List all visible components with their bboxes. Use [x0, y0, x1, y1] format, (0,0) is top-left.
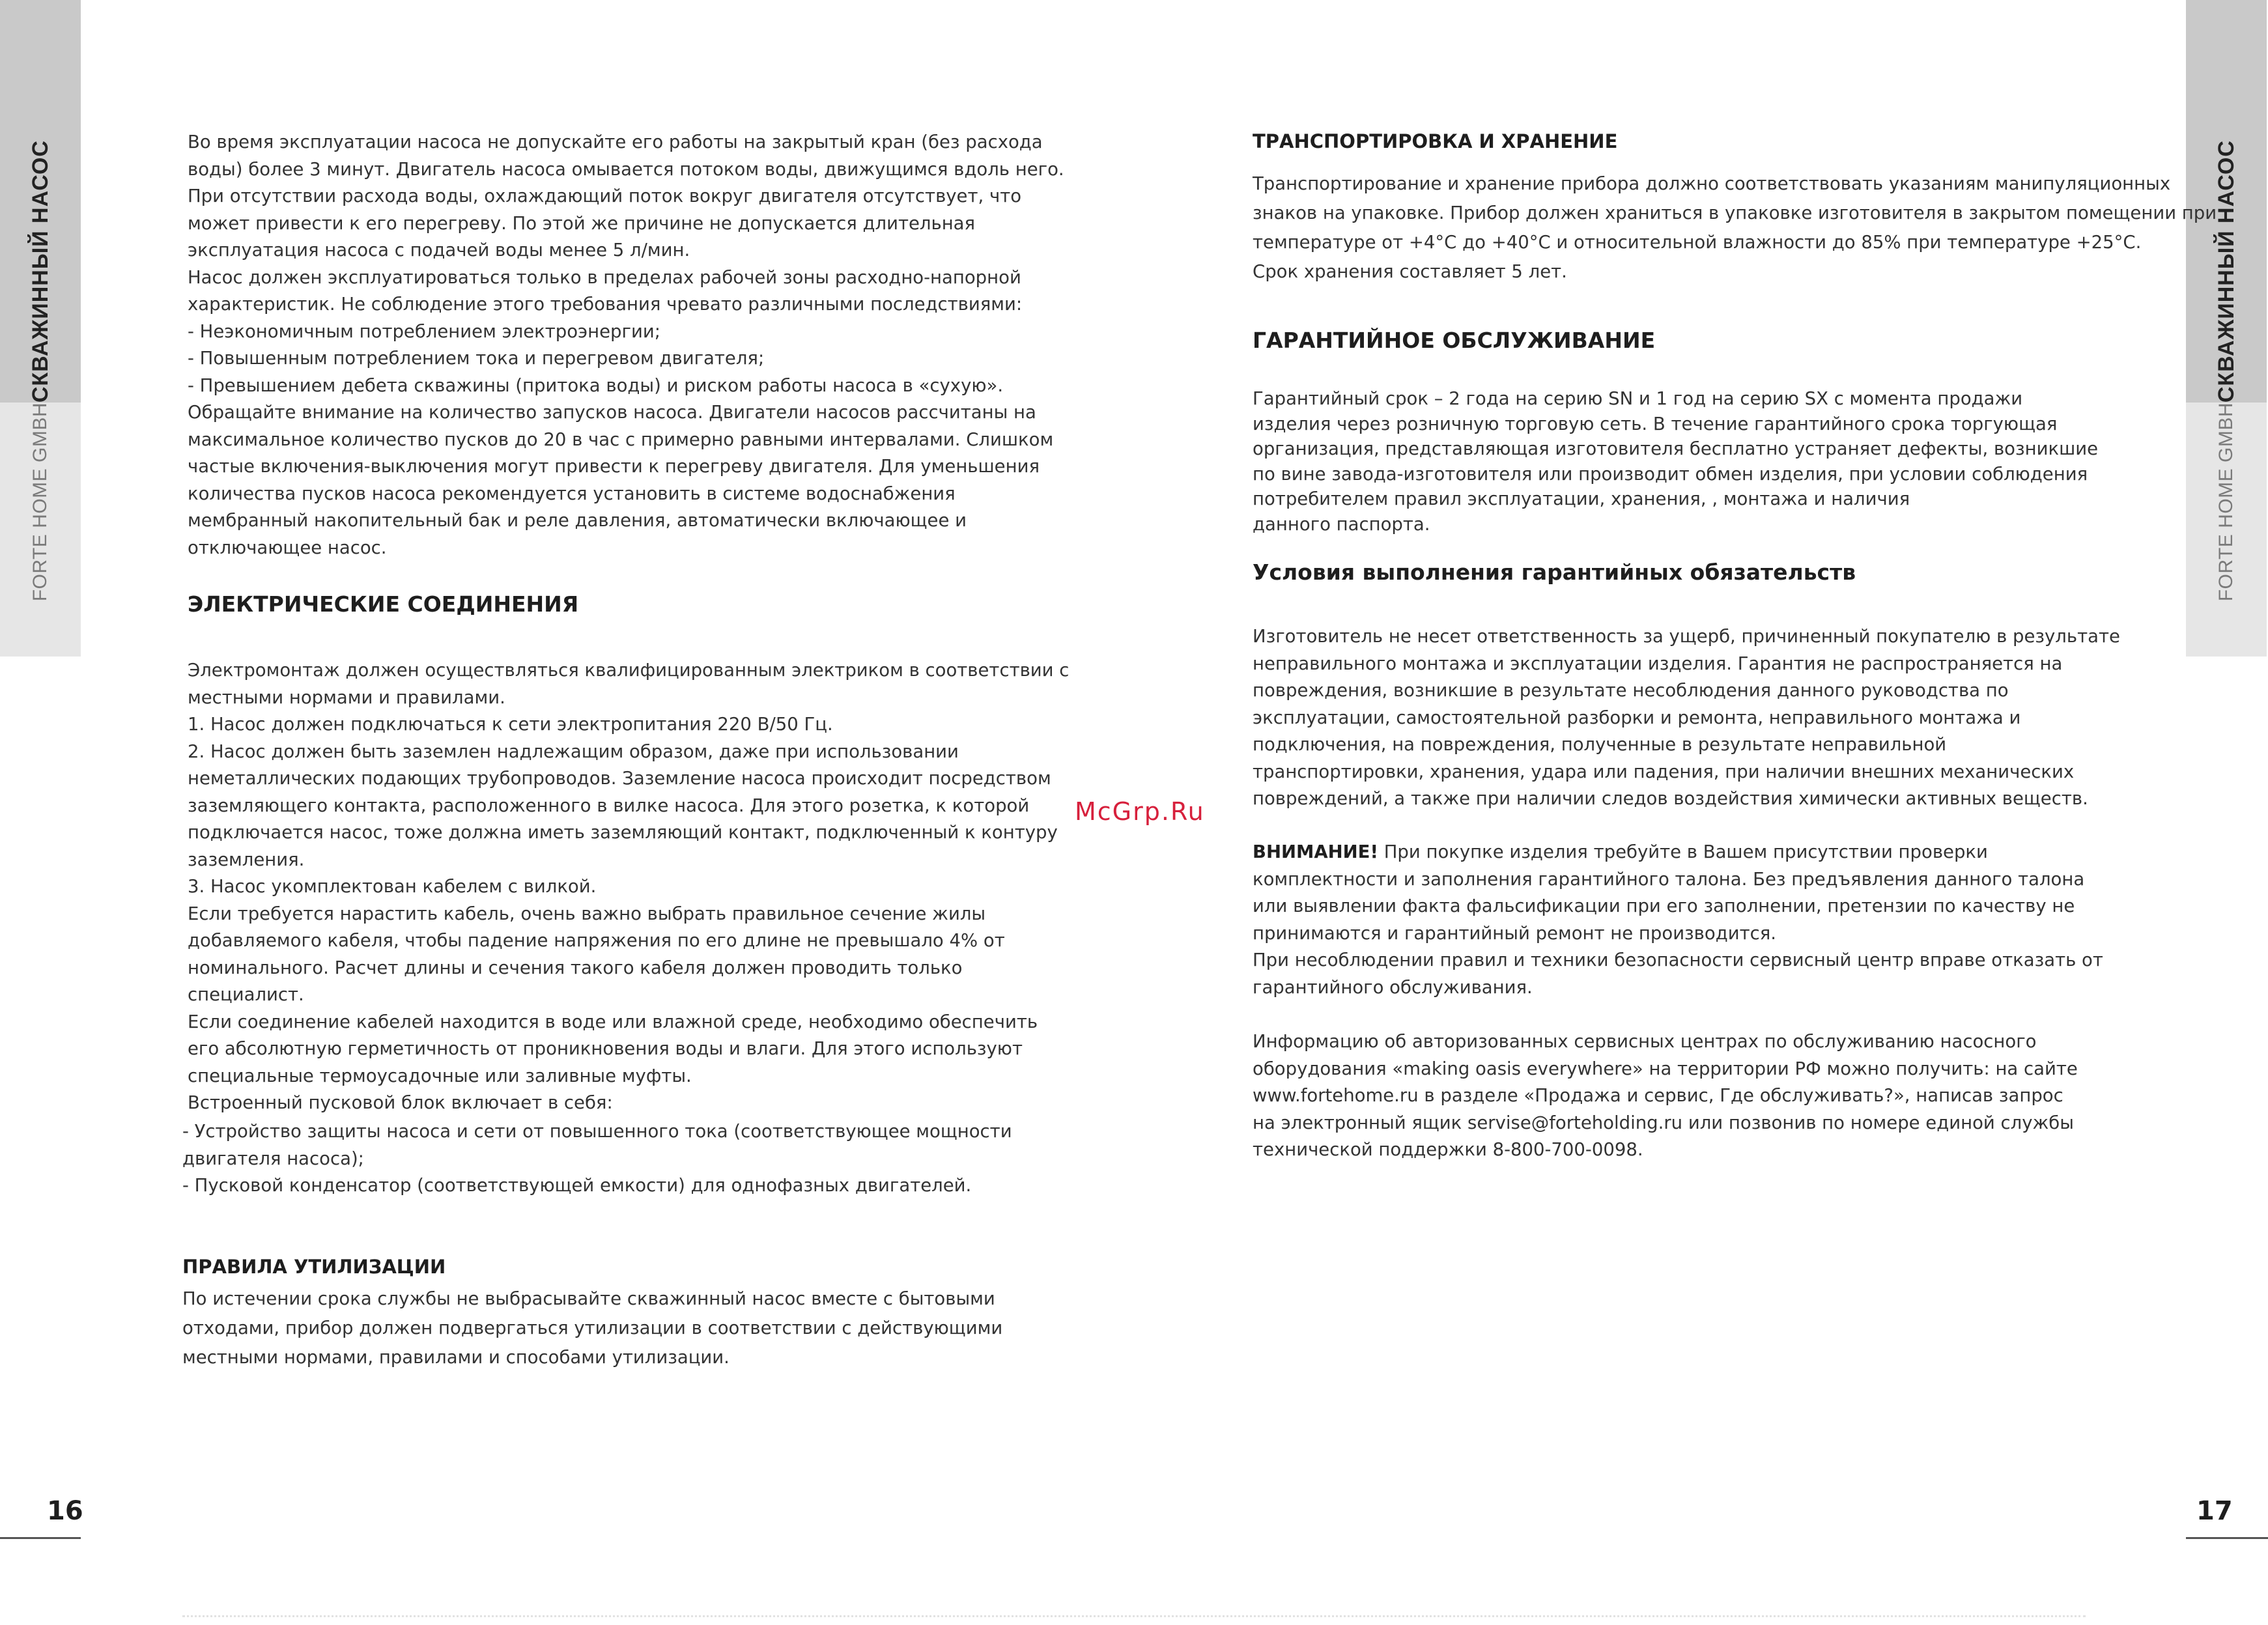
transport-text: Транспортирование и хранение прибора должно соответствовать указаниям манипуляционных знаков на упаковке. Прибор должен храниться в упаковке изготовителя в закрытом помещении при температуре от +4°С до +40°С и относительной влажности до 85% при температуре +25°С. Срок хранения составляет 5 лет. — [1253, 173, 2217, 282]
right-side-title: СКВАЖИННЫЙ НАСОС — [2213, 139, 2239, 403]
attention-text: ВНИМАНИЕ! При покупке изделия требуйте в Вашем присутствии проверки комплектности и заполнения гарантийного талона. Без предъявления данного талона или выявлении факта фальсификации при его заполнении, претензии по качеству не принимаются и гарантийный ремонт не производится. При несоблюдении правил и техники безопасности сервисный центр вправе отказать от гарантийного обслуживания. — [1253, 841, 2103, 998]
warranty-text: Гарантийный срок – 2 года на серию SN и 1 год на серию SX с момента продажи изделия через розничную торговую сеть. В течение гарантийного срока торгующая организация, представляющая изготовителя бесплатно устраняет дефекты, возникшие по вине завода-изготовителя или производит обмен изделия, при условии соблюдения потребителем правил эксплуатации, хранения, , монтажа и наличия данного паспорта. — [1253, 388, 2099, 535]
transport-heading: ТРАНСПОРТИРОВКА И ХРАНЕНИЕ — [1253, 130, 1618, 152]
electrical-heading-wrap — [188, 591, 578, 617]
conditions-heading: Условия выполнения гарантийных обязательств — [1253, 559, 1856, 585]
conditions-text: Изготовитель не несет ответственность за ущерб, причиненный покупателю в результате неправильного монтажа и эксплуатации изделия. Гарантия не распространяется на повреждения, возникшие в результате несоблюдения данного руководства по эксплуатации, самостоятельной разборки и ремонта, неправильного монтажа и подключения, на повреждения, полученные в результате неправильной транспортировки, хранения, удара или падения, при наличии внешних механических повреждений, а также при наличии следов воздействия химически активных веществ. — [1253, 626, 2120, 809]
electrical-block — [188, 657, 1069, 1117]
disposal-block — [182, 1284, 1002, 1372]
watermark: McGrp.Ru — [1075, 797, 1205, 826]
info-text: Информацию об авторизованных сервисных центрах по обслуживанию насосного оборудования «making oasis everywhere» на территории РФ можно получить: на сайте www.fortehome.ru в разделе «Продажа и сервис, Где обслуживать?», написав запрос на электронный ящик servise@forteholding.ru или позвонив по номере единой службы технической поддержки 8-800-700-0098. — [1253, 1031, 2078, 1160]
builtin-block — [182, 1118, 1012, 1200]
left-side-tab-title — [0, 0, 81, 403]
disposal-heading: ПРАВИЛА УТИЛИЗАЦИИ — [182, 1256, 446, 1278]
conditions-heading-wrap — [1253, 559, 1856, 585]
right-side-tab-brand — [2186, 403, 2267, 657]
attention-first-line: При покупке изделия требуйте в Вашем присутствии проверки — [1378, 841, 1988, 862]
electrical-heading: ЭЛЕКТРИЧЕСКИЕ СОЕДИНЕНИЯ — [188, 591, 579, 617]
left-side-brand: FORTE HOME GMBH — [29, 403, 51, 602]
disposal-text: По истечении срока службы не выбрасывайте скважинный насос вместе с бытовыми отходами, прибор должен подвергаться утилизации в соответствии с действующими местными нормами, правилами и способами утилизации. — [182, 1288, 1003, 1368]
left-intro-text: Во время эксплуатации насоса не допускайте его работы на закрытый кран (без расхода воды) более 3 минут. Двигатель насоса омывается потоком воды, движущимся вдоль него. При отсутствии расхода воды, охлаждающий поток вокруг двигателя отсутствует, что может привести к его перегреву. По этой же причине не допускается длительная эксплуатация насоса с подачей воды менее 5 л/мин. Насос должен эксплуатироваться только в пределах рабочей зоны расходно-напорной характеристик. Не соблюдение этого требования чревато различными последствиями: - Неэкономичным потреблением электроэнергии; - Повышенным потреблением тока и перегревом двигателя; - Превышением дебета скважины (притока воды) и риском работы насоса в «сухую». Обращайте внимание на количество запусков насоса. Двигатели насосов рассчитаны на максимальное количество пусков до 20 в час с примерно равными интервалами. Слишком частые включения-выключения могут привести к перегреву двигателя. Для уменьшения количества пусков насоса рекомендуется установить в системе водоснабжения мембранный накопительный бак и реле давления, автоматически включающее и отключающее насос. — [188, 132, 1064, 558]
info-block — [1253, 1028, 2078, 1164]
warranty-heading-wrap — [1253, 328, 1655, 353]
attention-label: ВНИМАНИЕ! — [1253, 841, 1378, 862]
transport-heading-wrap — [1253, 130, 1617, 152]
bottom-dotted-edge — [182, 1615, 2086, 1617]
attention-block — [1253, 839, 2103, 1001]
right-side-brand: FORTE HOME GMBH — [2215, 403, 2237, 602]
electrical-text: Электромонтаж должен осуществляться квалифицированным электриком в соответствии с местными нормами и правилами. 1. Насос должен подключаться к сети электропитания 220 В/50 Гц. 2. Насос должен быть заземлен надлежащим образом, даже при использовании неметаллических подающих трубопроводов. Заземление насоса происходит посредством заземляющего контакта, расположенного в вилке насоса. Для этого розетка, к которой подключается насос, тоже должна иметь заземляющий контакт, подключенный к контуру заземления. 3. Насос укомплектован кабелем с вилкой. Если требуется нарастить кабель, очень важно выбрать правильное сечение жилы добавляемого кабеля, чтобы падение напряжения по его длине не превышало 4% от номинального. Расчет длины и сечения такого кабеля должен проводить только специалист. Если соединение кабелей находится в воде или влажной среде, необходимо обеспечить его абсолютную герметичность от проникновения воды и влаги. Для этого используют специальные термоусадочные или заливные муфты. Встроенный пусковой блок включает в себя: — [188, 660, 1070, 1113]
left-side-tab-brand — [0, 403, 81, 657]
page-rule-right — [2186, 1537, 2268, 1539]
page-number-left: 16 — [47, 1496, 83, 1526]
warranty-heading: ГАРАНТИЙНОЕ ОБСЛУЖИВАНИЕ — [1253, 328, 1656, 353]
conditions-block — [1253, 623, 2120, 813]
page-rule-left — [0, 1537, 81, 1539]
page-number-right: 17 — [2196, 1496, 2233, 1526]
left-intro-block — [188, 129, 1064, 561]
transport-block — [1253, 169, 2217, 287]
builtin-text: - Устройство защиты насоса и сети от повышенного тока (соответствующее мощности двигателя насоса); - Пусковой конденсатор (соответствующей емкости) для однофазных двигателей. — [182, 1121, 1012, 1196]
disposal-heading-wrap — [182, 1256, 446, 1278]
left-side-title: СКВАЖИННЫЙ НАСОС — [27, 139, 53, 403]
warranty-block — [1253, 386, 2098, 537]
